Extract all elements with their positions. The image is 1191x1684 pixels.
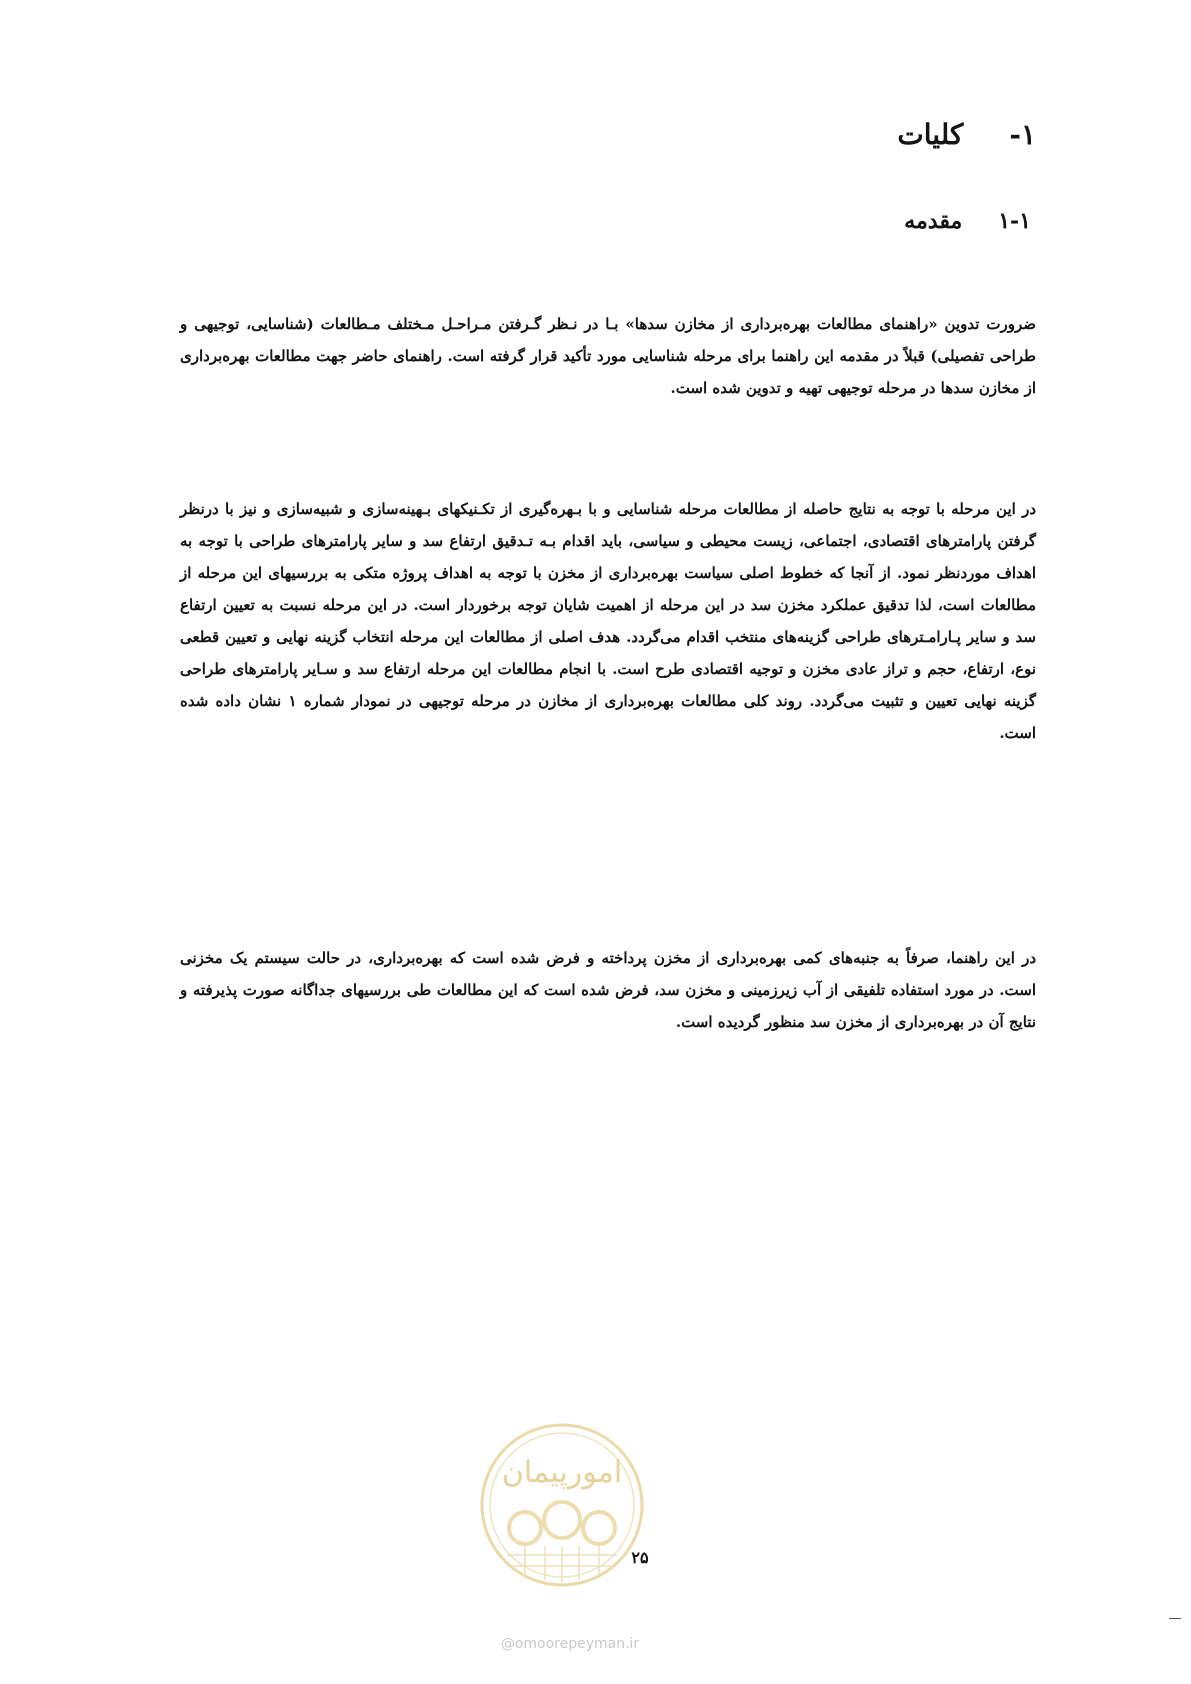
page-number: ۲۵ [631,1548,649,1567]
seal-text: امورپیمان [501,1455,623,1490]
subsection-number: ۱-۱ [998,208,1031,234]
section-heading [897,118,1036,151]
margin-mark [1169,1618,1181,1619]
section-number: ۱- [1009,118,1036,151]
section-title: کلیات [897,118,964,151]
paragraph-2: در این مرحله با توجه به نتایج حاصله از مطالعات مرحله شناسایی و با بـهره‌گیری از تکـنیکهای بـهینه‌سازی و شبیه‌سازی و نیز با درنظر گرفتن پارامترهای اقتصادی، اجتماعی، زیست محیطی و سیاسی، باید اقدام بـه تـدقیق ارتفاع سد و سایر پارامترهای طراحی با توجه به اهداف موردنظر نمود. از آنجا که خطوط اصلی سیاست بهره‌برداری از مخزن با توجه به اهداف پروژه متکی به بررسیهای این مرحله از مطالعات است، لذا تدقیق عملکرد مخزن سد در این مرحله از اهمیت شایان توجه برخوردار است. در این مرحله نسبت به تعیین ارتفاع سد و سایر پـارامـترهای طراحی گزینه‌های منتخب اقدام می‌گردد. هدف اصلی از مطالعات این مرحله انتخاب گزینه نهایی و تعیین قطعی نوع، ارتفاع، حجم و تراز عادی مخزن و توجیه اقتصادی طرح است. با انجام مطالعات این مرحله ارتفاع سد و سـایر پارامترهای طراحی گزینه نهایی تعیین و تثبیت می‌گردد. روند کلی مطالعات بهره‌برداری از مخازن در مرحله توجیهی در نمودار شماره ۱ نشان داده شده است. [180,500,1036,742]
watermark-url: @omoorepeyman.ir [500,1636,640,1652]
subsection-title: مقدمه [904,208,963,234]
paragraph-1: ضرورت تدوین «راهنمای مطالعات بهره‌برداری از مخازن سدها» بـا در نـظر گـرفتن مـراحـل مـختلف مـطالعات (شناسایی، توجیهی و طراحی تفصیلی) قبلاً در مقدمه این راهنما برای مرحله شناسایی مورد تأکید قرار گرفته است. راهنمای حاضر جهت مطالعات بهره‌برداری از مخازن سدها در مرحله توجیهی تهیه و تدوین شده است. [180,315,1036,397]
subsection-heading [904,208,1031,234]
paragraph-3: در این راهنما، صرفاً به جنبه‌های کمی بهره‌برداری از مخزن پرداخته و فرض شده است که بهره‌برداری، در حالت سیستم یک مخزنی است. در مورد استفاده تلفیقی از آب زیرزمینی و مخزن سد، فرض شده است که این مطالعات طی بررسیهای جداگانه صورت پذیرفته و نتایج آن در بهره‌برداری از مخزن سد منظور گردیده است. [180,949,1036,1031]
